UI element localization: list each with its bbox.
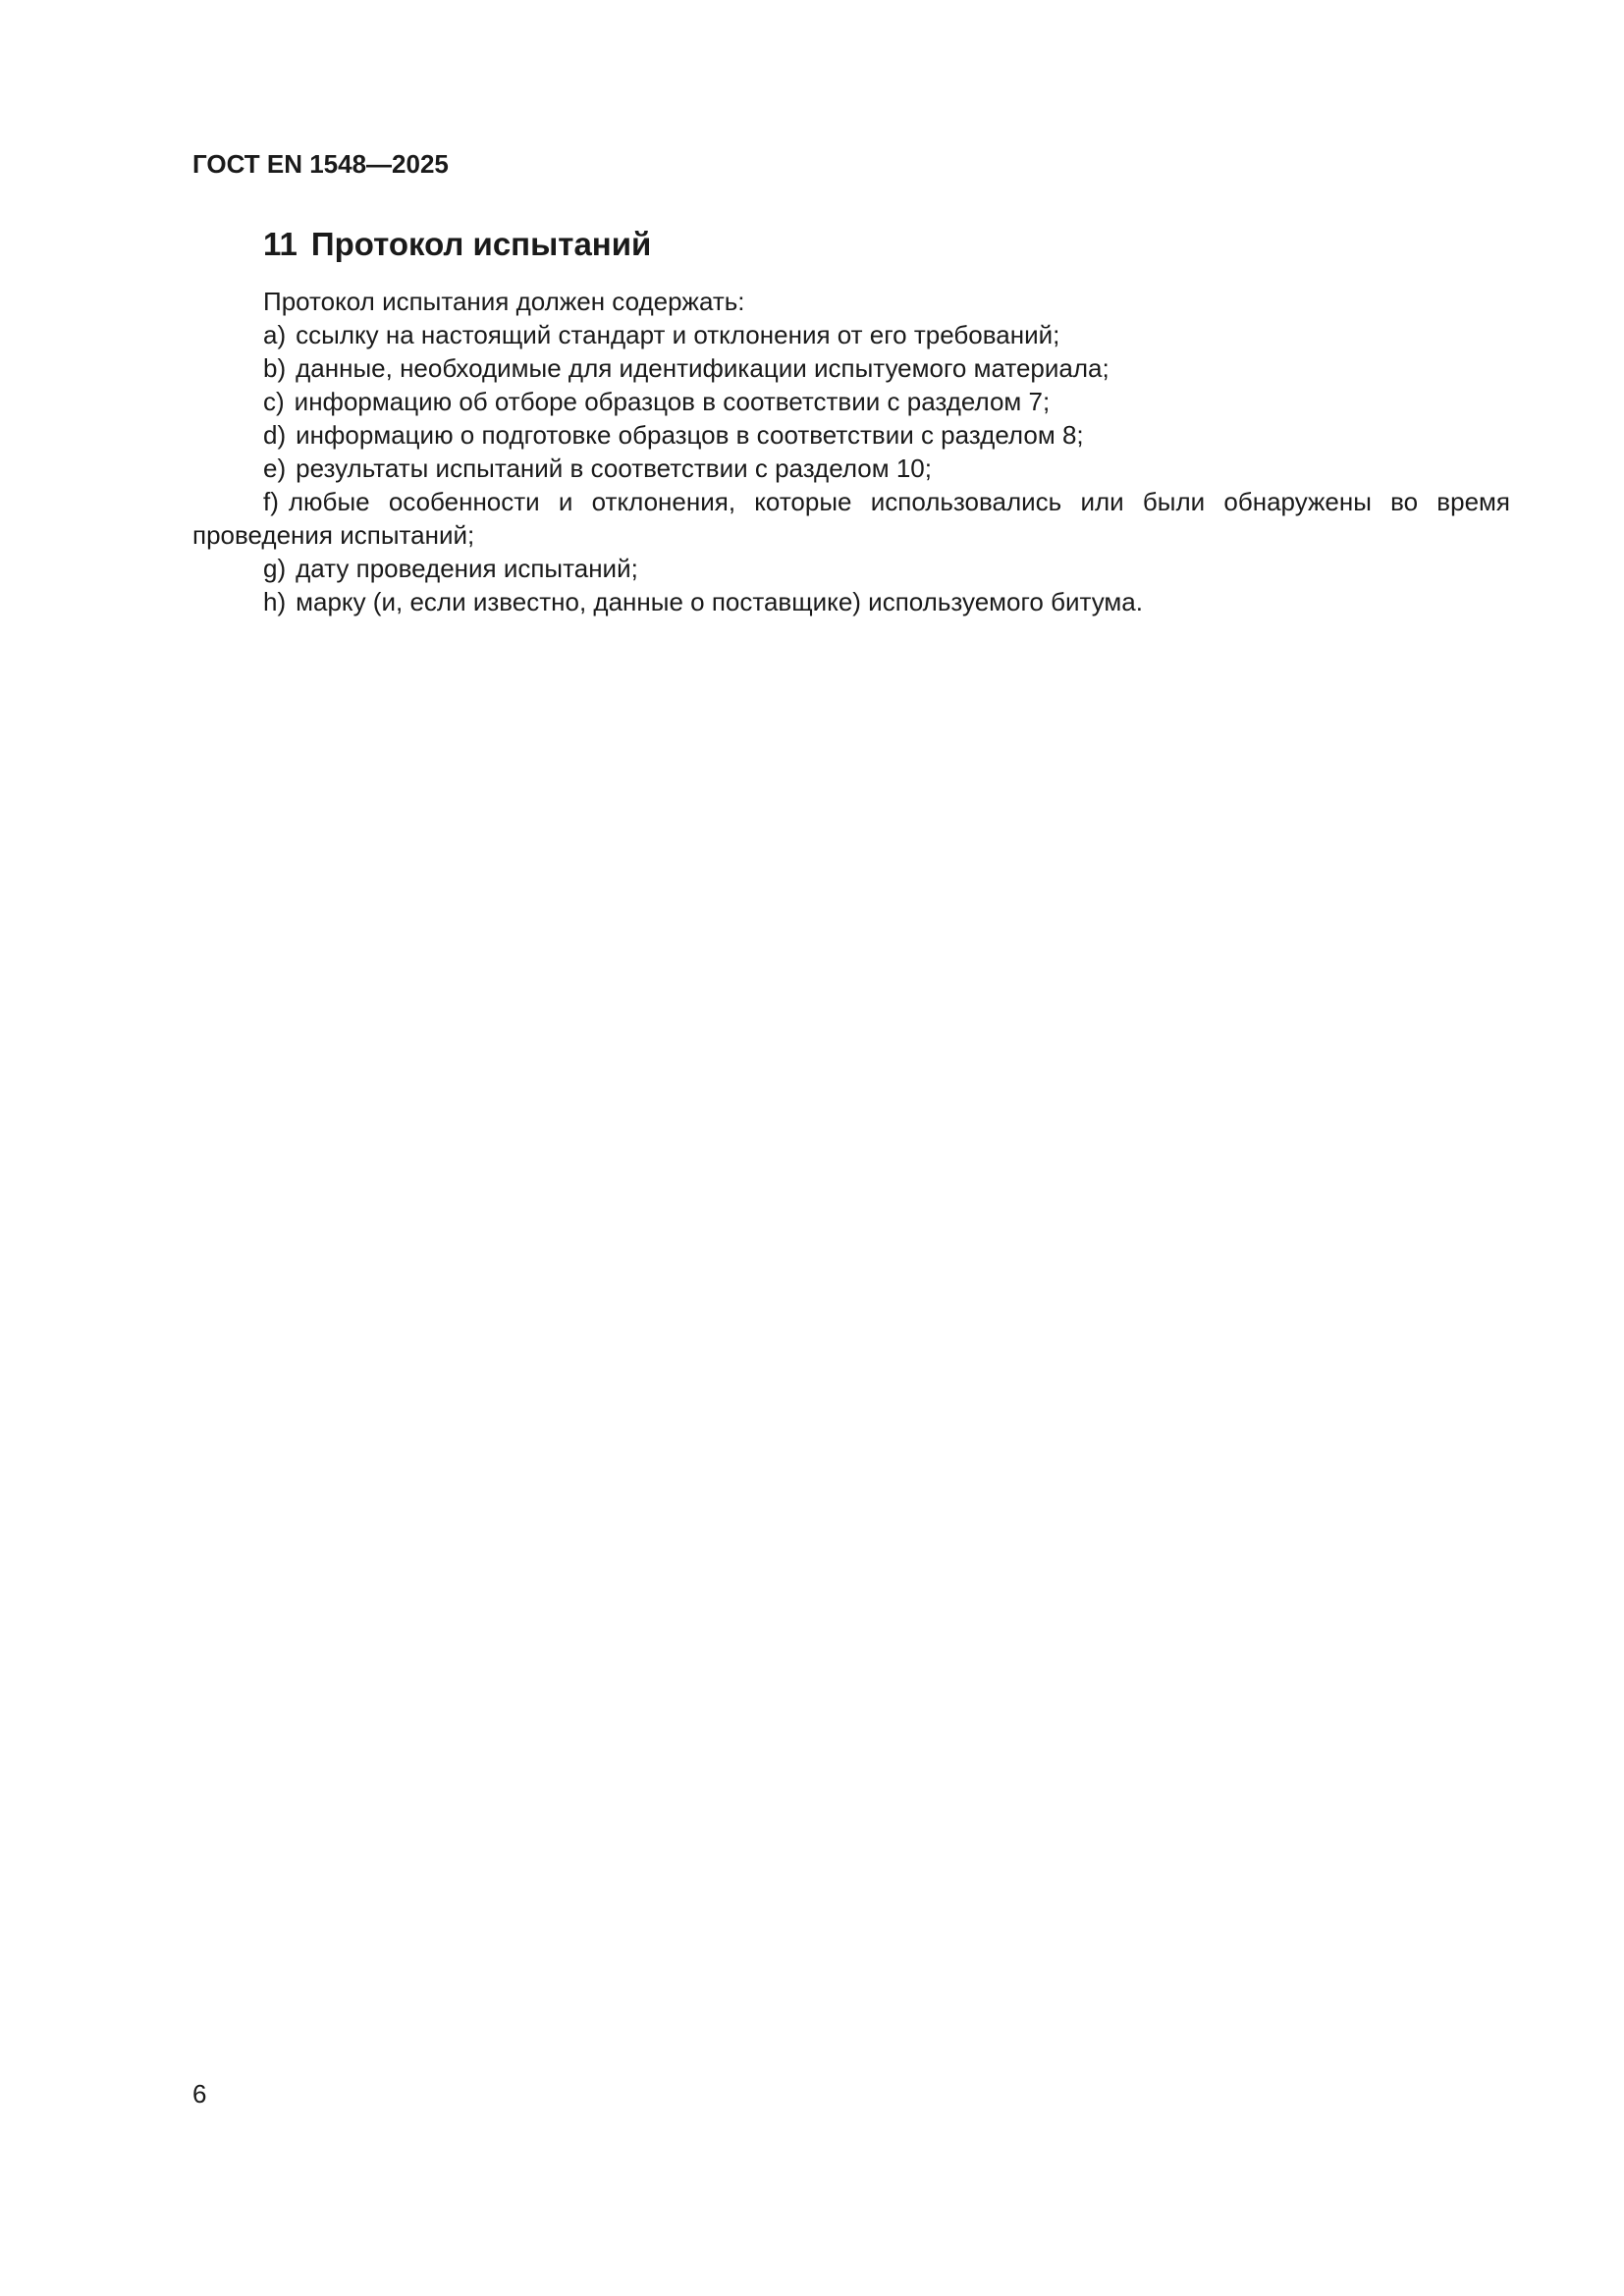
list-item-text: информацию об отборе образцов в соответствии с разделом 7; [294, 387, 1051, 416]
section-title-text: Протокол испытаний [310, 226, 652, 262]
list-item [192, 385, 1510, 418]
list-item-marker: a) [263, 320, 287, 349]
list-item-marker: d) [263, 420, 287, 450]
list-item-text: любые особенности и отклонения, которые использовались или были обнаружены во время проведения испытаний; [192, 487, 1510, 550]
list-item [192, 585, 1510, 618]
list-item [192, 485, 1510, 552]
section-title [263, 224, 651, 265]
page-number: 6 [192, 2079, 207, 2109]
list-item-text: марку (и, если известно, данные о поставщике) используемого битума. [296, 587, 1143, 616]
list-item-marker: b) [263, 353, 287, 383]
section-number: 11 [263, 226, 298, 262]
list-item [192, 552, 1510, 585]
list-item-text: информацию о подготовке образцов в соответствии с разделом 8; [296, 420, 1084, 450]
list-item-text: результаты испытаний в соответствии с разделом 10; [296, 454, 932, 483]
list-item [192, 351, 1510, 385]
list-item-marker: h) [263, 587, 287, 616]
list-item [192, 418, 1510, 452]
list-item [192, 452, 1510, 485]
list-item-text: дату проведения испытаний; [296, 554, 638, 583]
list-item-marker: g) [263, 554, 287, 583]
list-item-text: ссылку на настоящий стандарт и отклонения от его требований; [296, 320, 1060, 349]
list-item-marker: f) [263, 487, 279, 516]
list-item [192, 318, 1510, 351]
section-body [192, 285, 1510, 618]
list-item-text: данные, необходимые для идентификации испытуемого материала; [296, 353, 1110, 383]
intro-paragraph: Протокол испытания должен содержать: [263, 287, 745, 316]
document-code: ГОСТ EN 1548—2025 [192, 149, 449, 179]
list-item-marker: c) [263, 387, 285, 416]
list-item-marker: e) [263, 454, 287, 483]
